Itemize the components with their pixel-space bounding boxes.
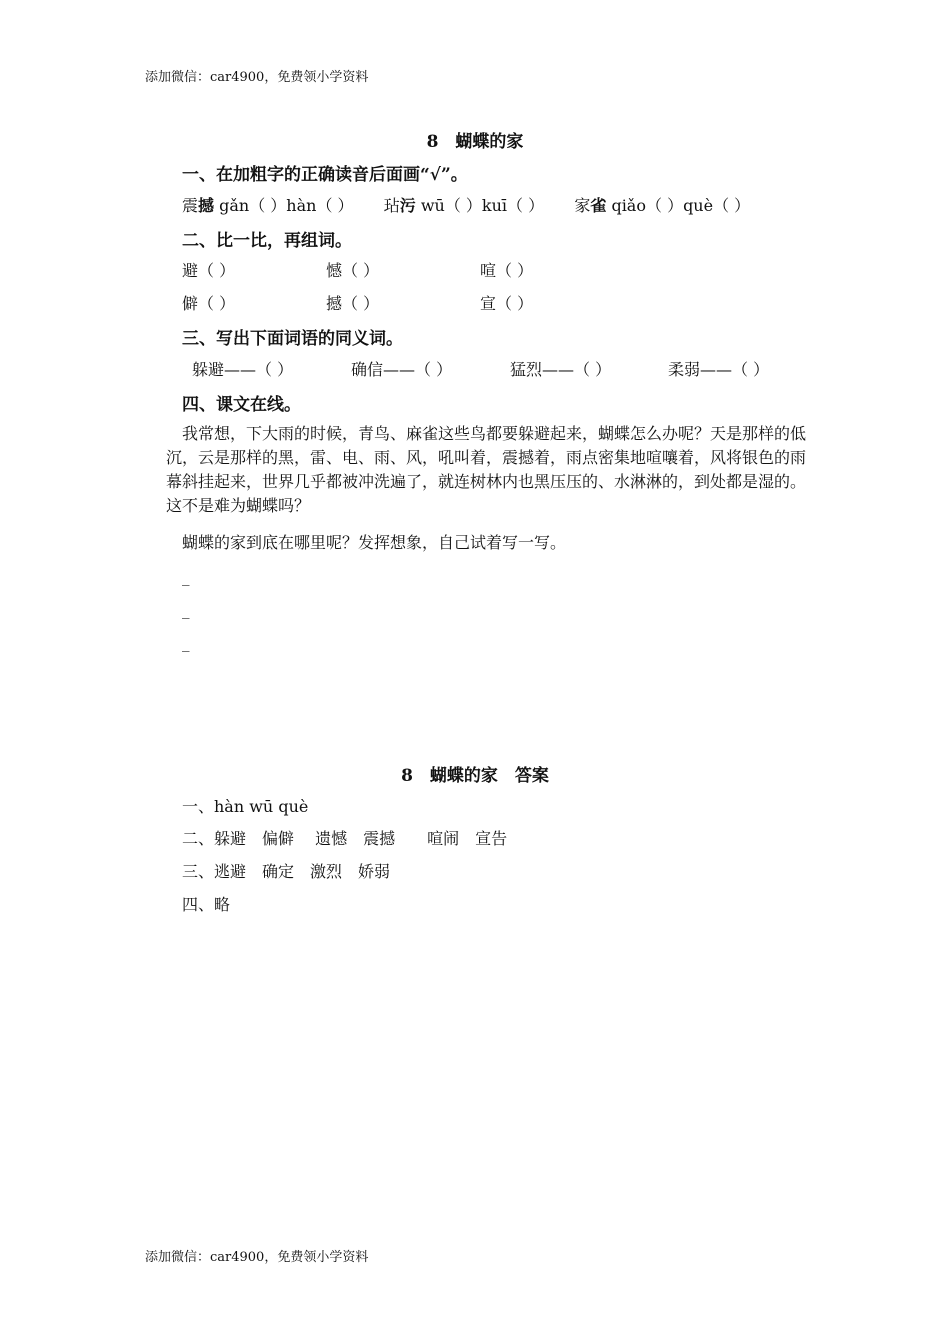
blank-line-3: _	[182, 634, 190, 652]
q4-heading: 四、课文在线。	[182, 395, 301, 415]
blank-line-1: _	[182, 568, 190, 586]
q2-r1-c3: 喧（ ）	[480, 261, 534, 280]
answer-1: 一、hàn wū què	[182, 797, 309, 816]
q4-passage: 我常想，下大雨的时候，青鸟、麻雀这些鸟都要躲避起来，蝴蝶怎么办呢？天是那样的低沉，云是那样的黑，雷、电、雨、风，吼叫着，震撼着，雨点密集地喧嚷着，风将银色的雨幕斜挂起来，世界几乎都被冲洗遍了，就连树林内也黑压压的、水淋淋的，到处都是湿的。这不是难为蝴蝶吗？	[166, 424, 807, 515]
blank-line-2: _	[182, 601, 190, 619]
q2-r1-c2: 憾（ ）	[326, 261, 380, 280]
q2-r2-c2: 撼（ ）	[326, 294, 380, 313]
q1-word1: 震撼 gǎn（ ）hàn（ ）	[182, 196, 354, 215]
answer-4: 四、略	[182, 895, 231, 914]
q3-item-4: 柔弱——（ ）	[668, 360, 770, 379]
q1-heading: 一、在加粗字的正确读音后面画“√”。	[182, 165, 468, 185]
q1-word3: 家雀 qiǎo（ ）què（ ）	[574, 196, 751, 215]
q1-word2: 玷污 wū（ ）kuī（ ）	[383, 196, 545, 215]
q3-item-3: 猛烈——（ ）	[510, 360, 612, 379]
page-title: 8 蝴蝶的家	[426, 132, 524, 152]
q3-heading: 三、写出下面词语的同义词。	[182, 329, 403, 349]
q3-item-2: 确信——（ ）	[351, 360, 453, 379]
q4-prompt: 蝴蝶的家到底在哪里呢？发挥想象，自己试着写一写。	[182, 533, 567, 552]
q2-r2-c1: 僻（ ）	[182, 294, 236, 313]
q2-r2-c3: 宣（ ）	[480, 294, 534, 313]
q2-r1-c1: 避（ ）	[182, 261, 236, 280]
answer-3: 三、逃避 确定 激烈 娇弱	[182, 862, 391, 881]
q1-line	[182, 193, 750, 216]
page-header: 添加微信：car4900，免费领小学资料	[145, 70, 369, 85]
page-footer: 添加微信：car4900，免费领小学资料	[145, 1250, 369, 1265]
q2-heading: 二、比一比，再组词。	[182, 231, 352, 251]
answers-title: 8 蝴蝶的家 答案	[401, 766, 549, 786]
q3-item-1: 躲避——（ ）	[192, 360, 294, 379]
answer-2: 二、躲避 偏僻 遗憾 震撼 喧闹 宣告	[182, 829, 508, 848]
